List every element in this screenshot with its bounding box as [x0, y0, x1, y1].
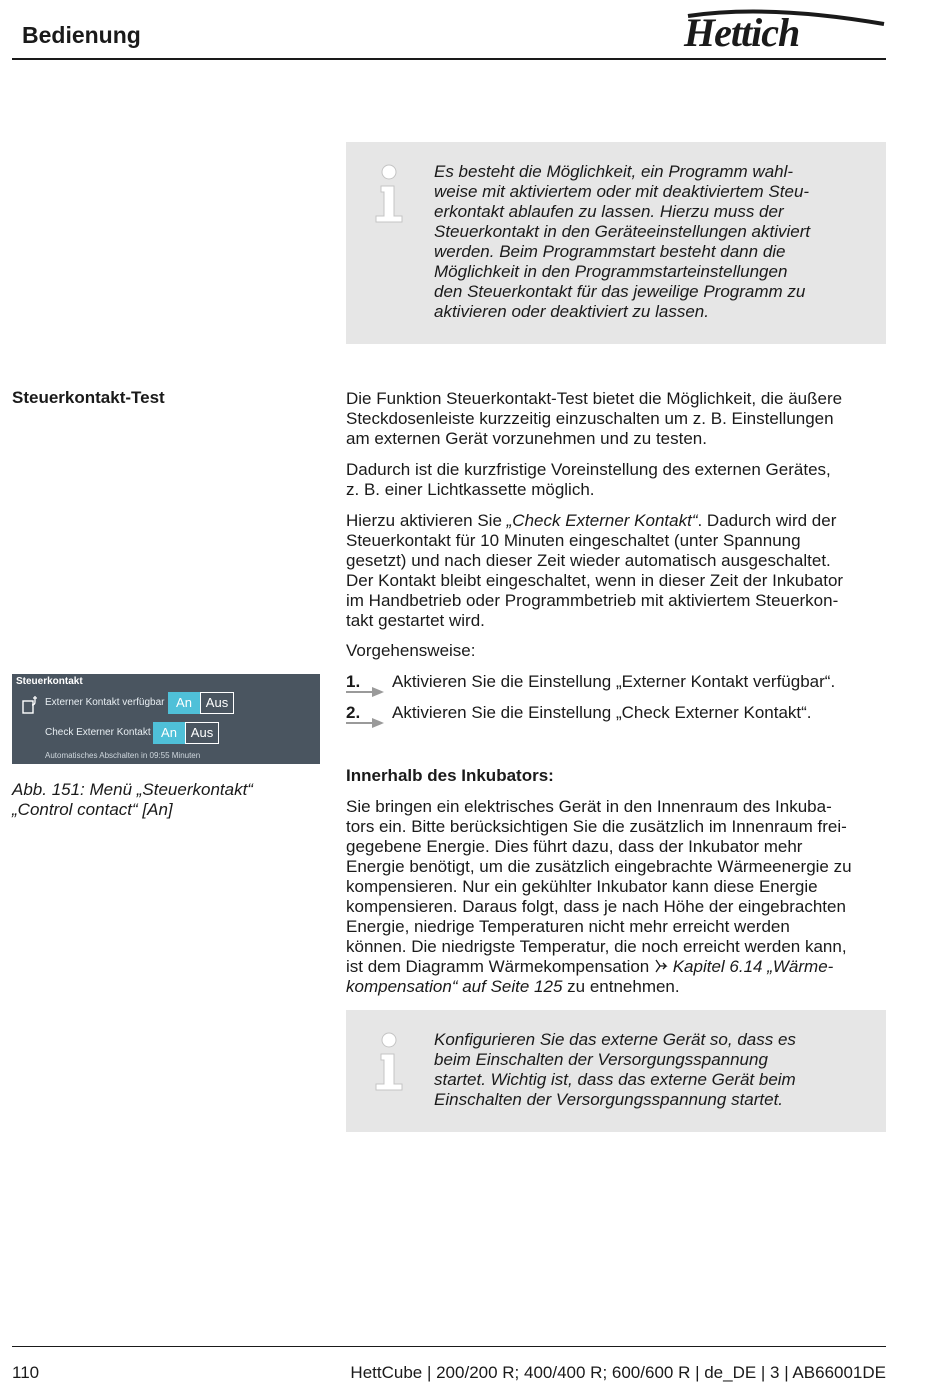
sub-heading: Innerhalb des Inkubators: — [346, 766, 554, 785]
toggle-off-button[interactable]: Aus — [200, 692, 234, 714]
toggle-off-button[interactable]: Aus — [185, 722, 219, 744]
step-arrow-icon — [346, 687, 386, 697]
text: Hierzu aktivieren Sie — [346, 511, 507, 530]
toggle-on-button[interactable]: An — [168, 692, 200, 714]
text: . Dadurch wird der Steuerkontakt für 10 Minuten eingeschaltet (unter Spannung gesetzt) und nach dieser Zeit wieder automatisch ausgeschaltet. Der Kontakt bleibt eingeschaltet, wenn in dieser Zeit der Inkubator im Handbetrieb oder Programmbetrieb mit aktiviertem Steuerkon- takt gestartet wird. — [346, 511, 844, 630]
paragraph — [346, 797, 891, 997]
paragraph: Vorgehensweise: — [346, 641, 476, 660]
paragraph: Dadurch ist die kurzfristige Voreinstellung des externen Gerätes, z. B. einer Lichtkassette möglich. — [346, 460, 831, 499]
setting-label: Externer Kontakt verfügbar — [45, 697, 165, 708]
step-number: 1. — [346, 672, 361, 691]
panel-title: Steuerkontakt — [16, 676, 83, 687]
emphasis: Kapitel 6.14 „Wärme- kompensation“ auf Seite 125 — [346, 957, 834, 996]
info-text: Es besteht die Möglichkeit, ein Programm wahl- weise mit aktiviertem oder mit deaktiviertem Steu- erkontakt ablaufen zu lassen. Hierzu muss der Steuerkontakt in den Geräteeinstellungen aktiviert werden. Beim Programmstart besteht dann die Möglichkeit in den Programmstarteinstellungen den Steuerkontakt für das jeweilige Programm zu aktivieren oder deaktiviert zu lassen. — [434, 162, 811, 321]
side-heading: Steuerkontakt-Test — [12, 388, 165, 407]
step-arrow-icon — [346, 718, 386, 728]
control-contact-panel — [12, 674, 320, 764]
paragraph — [346, 511, 891, 631]
check-contact-toggle[interactable] — [153, 722, 219, 744]
info-icon — [372, 164, 406, 226]
step-text: Aktivieren Sie die Einstellung „Externer Kontakt verfügbar“. — [392, 672, 836, 691]
info-box — [346, 142, 886, 344]
text: zu entnehmen. — [562, 977, 680, 996]
text: Sie bringen ein elektrisches Gerät in den Innenraum des Inkuba- tors ein. Bitte berücksichtigen Sie die zusätzlich im Innenraum frei- gegebene Energie. Dies führt dazu, dass der Inkubator mehr Energie benötigt, um die zusätzlich eingebrachte Wärmeenergie zu kompensieren. Nur ein gekühlter Inkubator kann diese Energie kompensieren. Daraus folgt, dass je nach Höhe der eingebrachten Energie, niedrige Temperaturen nicht mehr erreicht werden können. Die niedrigste Temperatur, die noch erreicht werden kann, ist dem Diagramm Wärmekompensation — [346, 797, 852, 976]
info-icon — [372, 1032, 406, 1094]
external-contact-toggle[interactable] — [168, 692, 234, 714]
toggle-on-button[interactable]: An — [153, 722, 185, 744]
socket-icon — [22, 694, 40, 714]
auto-off-note: Automatisches Abschalten in 09:55 Minuten — [45, 751, 201, 760]
svg-text:Hettich: Hettich — [684, 10, 800, 52]
figure-caption: Abb. 151: Menü „Steuerkontakt“ „Control contact“ [An] — [12, 780, 253, 819]
info-text: Konfigurieren Sie das externe Gerät so, dass es beim Einschalten der Versorgungsspannung startet. Wichtig ist, dass das externe Gerät beim Einschalten der Versorgungsspannung startet. — [434, 1030, 796, 1109]
step-number: 2. — [346, 703, 361, 722]
paragraph: Die Funktion Steuerkontakt-Test bietet die Möglichkeit, die äußere Steckdosenleiste kurzzeitig einzuschalten um z. B. Einstellungen am externen Gerät vorzunehmen und zu testen. — [346, 389, 843, 448]
footer-rule — [12, 1346, 886, 1347]
emphasis: „Check Externer Kontakt“ — [506, 511, 698, 530]
page-number: 110 — [12, 1363, 40, 1382]
link-arrow-icon — [654, 959, 668, 973]
header-rule — [12, 58, 886, 60]
document-id: HettCube | 200/200 R; 400/400 R; 600/600 R | de_DE | 3 | AB66001DE — [350, 1363, 886, 1382]
step-text: Aktivieren Sie die Einstellung „Check Externer Kontakt“. — [392, 703, 812, 722]
info-box — [346, 1010, 886, 1132]
setting-label: Check Externer Kontakt — [45, 727, 151, 738]
section-title: Bedienung — [22, 22, 141, 48]
hettich-logo — [678, 6, 888, 52]
